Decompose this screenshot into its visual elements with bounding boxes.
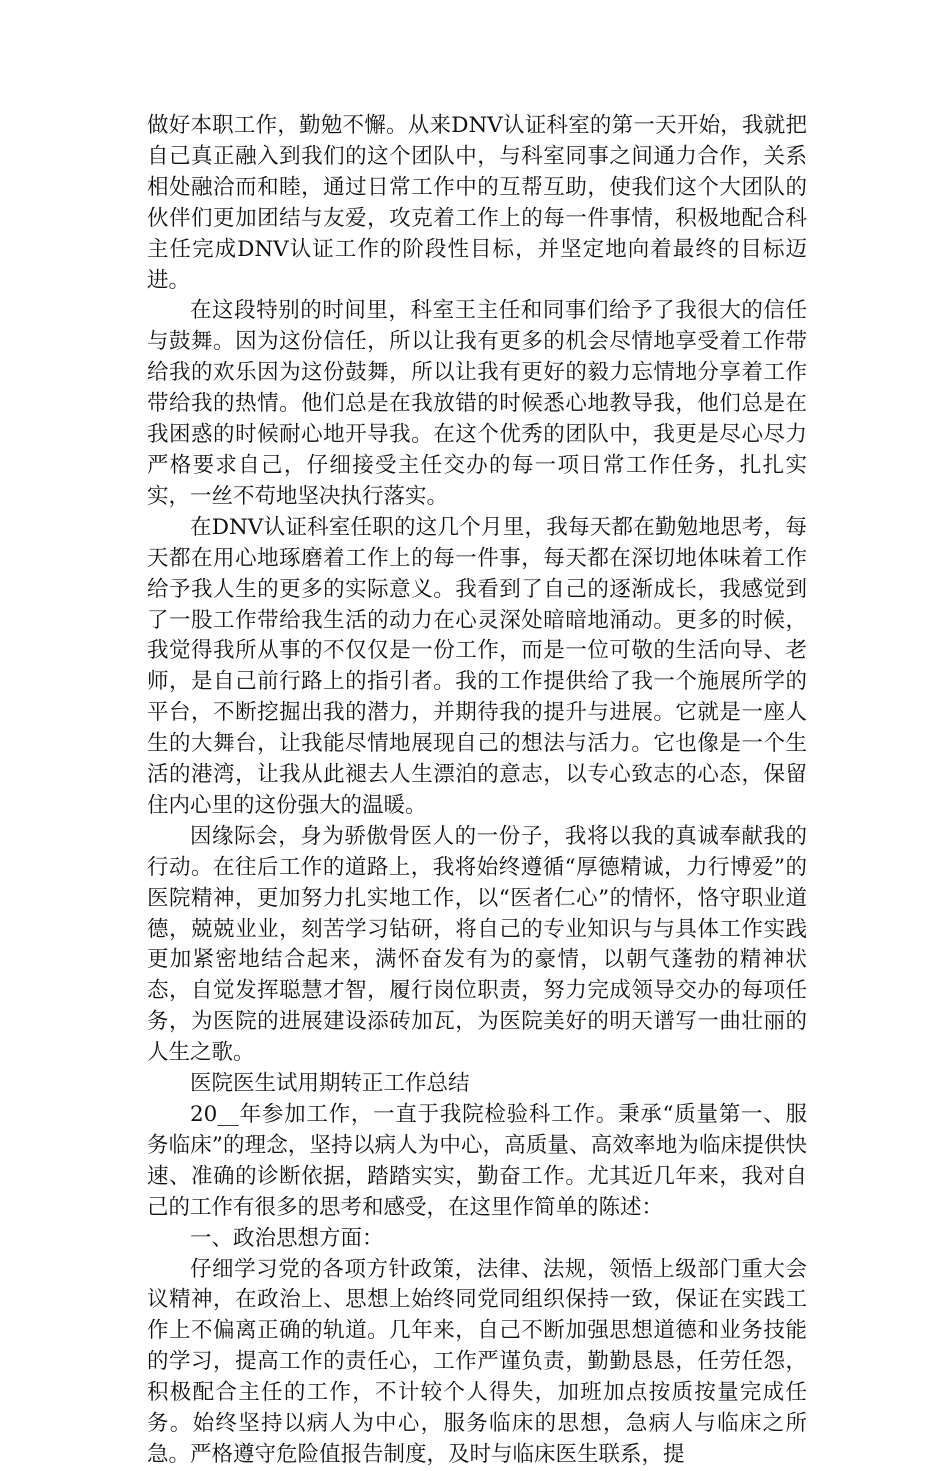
section-title: 医院医生试用期转正工作总结 <box>190 1071 470 1097</box>
paragraph-6: 仔细学习党的各项方针政策，法律、法规，领悟上级部门重大会议精神，在政治上、思想上始终同党同组织保持一致，保证在实践工作上不偏离正确的轨道。几年来，自己不断加强思想道德和业务技能的学习，提高工作的责任心，工作严谨负责，勤勤恳恳，任劳任怨，积极配合主任的工作，不计较个人得失，加班加点按质按量完成任务。始终坚持以病人为中心，服务临床的思想，急病人与临床之所急。严格遵守危险值报告制度，及时与临床医生联系，提 <box>147 1256 807 1467</box>
paragraph-1: 做好本职工作，勤勉不懈。从来DNV认证科室的第一天开始，我就把自己真正融入到我们的这个团队中，与科室同事之间通力合作，关系相处融洽而和睦，通过日常工作中的互帮互助，使我们这个大团队的伙伴们更加团结与友爱，攻克着工作上的每一件事情，积极地配合科主任完成DNV认证工作的阶段性目标，并坚定地向着最终的目标迈进。 <box>147 113 807 293</box>
paragraph-5: 20__年参加工作，一直于我院检验科工作。秉承“质量第一、服务临床”的理念，坚持以病人为中心，高质量、高效率地为临床提供快速、准确的诊断依据，踏踏实实，勤奋工作。尤其近几年来，我对自己的工作有很多的思考和感受，在这里作简单的陈述： <box>147 1102 807 1220</box>
paragraph-3: 在DNV认证科室任职的这几个月里，我每天都在勤勉地思考，每天都在用心地琢磨着工作上的每一件事，每天都在深切地体味着工作给予我人生的更多的实际意义。我看到了自己的逐渐成长，我感觉到了一股工作带给我生活的动力在心灵深处暗暗地涌动。更多的时候，我觉得我所从事的不仅仅是一份工作，而是一位可敬的生活向导、老师，是自己前行路上的指引者。我的工作提供给了我一个施展所学的平台，不断挖掘出我的潜力，并期待我的提升与进展。它就是一座人生的大舞台，让我能尽情地展现自己的想法与活力。它也像是一个生活的港湾，让我从此褪去人生漂泊的意志，以专心致志的心态，保留住内心里的这份强大的温暖。 <box>147 514 807 818</box>
paragraph-2: 在这段特别的时间里，科室王主任和同事们给予了我很大的信任与鼓舞。因为这份信任，所以让我有更多的机会尽情地享受着工作带给我的欢乐因为这份鼓舞，所以让我有更好的毅力忘情地分享着工作带给我的热情。他们总是在我放错的时候悉心地教导我，他们总是在我困惑的时候耐心地开导我。在这个优秀的团队中，我更是尽心尽力严格要求自己，仔细接受主任交办的每一项日常工作任务，扎扎实实，一丝不苟地坚决执行落实。 <box>147 298 807 509</box>
section-heading-politics: 一、政治思想方面： <box>190 1225 384 1251</box>
paragraph-4: 因缘际会，身为骄傲骨医人的一份子，我将以我的真诚奉献我的行动。在往后工作的道路上，我将始终遵循“厚德精诚，力行博爱”的医院精神，更加努力扎实地工作，以“医者仁心”的情怀，恪守职业道德，兢兢业业，刻苦学习钻研，将自己的专业知识与与具体工作实践更加紧密地结合起来，满怀奋发有为的豪情，以朝气蓬勃的精神状态，自觉发挥聪慧才智，履行岗位职责，努力完成领导交办的每项任务，为医院的进展建设添砖加瓦，为医院美好的明天谱写一曲壮丽的人生之歌。 <box>147 823 807 1066</box>
document-body <box>147 111 807 1471</box>
